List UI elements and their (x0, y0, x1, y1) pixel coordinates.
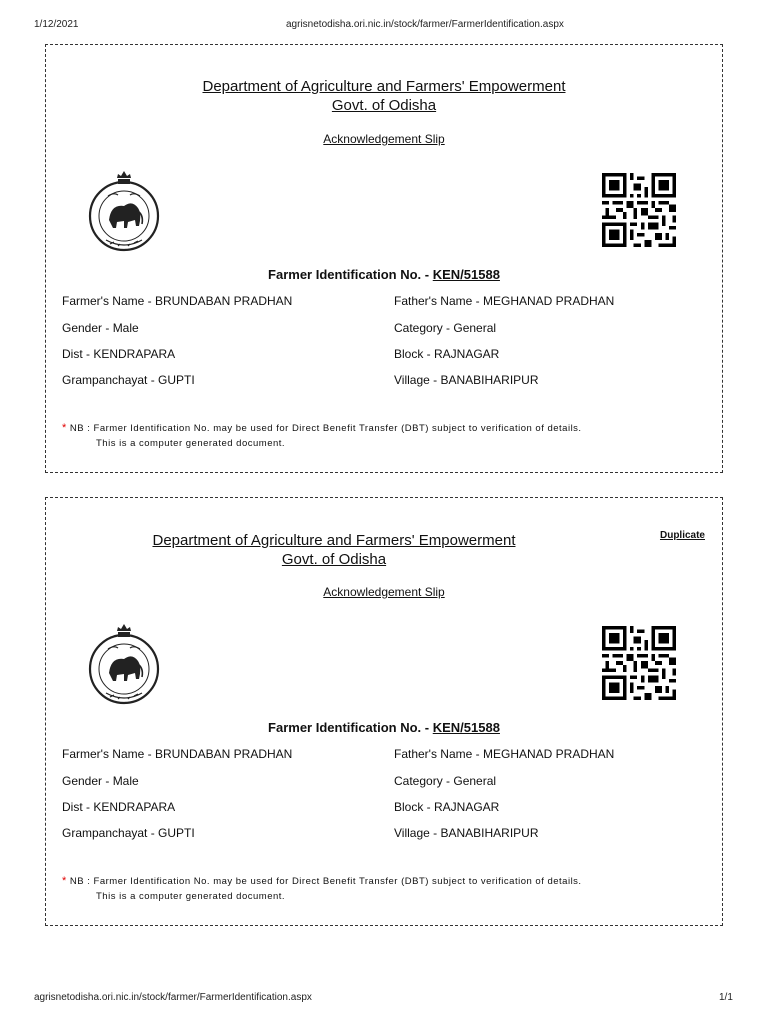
slip-title: Acknowledgement Slip (323, 132, 445, 146)
farmer-id-label: Farmer Identification No. - (268, 267, 430, 282)
fathers-name: Father's Name - MEGHANAD PRADHAN (394, 747, 615, 761)
district: Dist - KENDRAPARA (62, 800, 176, 814)
government-name: Govt. of Odisha (331, 97, 437, 114)
department-name: Department of Agriculture and Farmers' Empowerment (152, 532, 516, 549)
print-url-header: agrisnetodisha.ori.nic.in/stock/farmer/FarmerIdentification.aspx (286, 19, 564, 30)
farmer-id-number: KEN/51588 (432, 720, 500, 735)
grampanchayat: Grampanchayat - GUPTI (62, 826, 195, 840)
government-name: Govt. of Odisha (281, 551, 387, 568)
note-asterisk: * (62, 875, 67, 887)
block: Block - RAJNAGAR (394, 347, 500, 361)
village: Village - BANABIHARIPUR (394, 373, 539, 387)
page-number: 1/1 (719, 992, 733, 1003)
block: Block - RAJNAGAR (394, 800, 500, 814)
gender: Gender - Male (62, 774, 139, 788)
department-heading (46, 77, 722, 115)
dbt-note (62, 421, 582, 451)
print-url-footer: agrisnetodisha.ori.nic.in/stock/farmer/FarmerIdentification.aspx (34, 992, 312, 1003)
village: Village - BANABIHARIPUR (394, 826, 539, 840)
farmers-name: Farmer's Name - BRUNDABAN PRADHAN (62, 294, 293, 308)
department-name: Department of Agriculture and Farmers' Empowerment (202, 78, 566, 95)
note-line-2: This is a computer generated document. (96, 891, 286, 902)
gender: Gender - Male (62, 321, 139, 335)
qr-code-icon (602, 172, 676, 248)
farmer-id-line (46, 267, 722, 282)
farmer-id-number: KEN/51588 (432, 267, 500, 282)
print-date: 1/12/2021 (34, 19, 79, 30)
department-heading (0, 531, 672, 569)
acknowledgement-slip-duplicate (45, 497, 723, 926)
farmers-name: Farmer's Name - BRUNDABAN PRADHAN (62, 747, 293, 761)
duplicate-label: Duplicate (659, 530, 705, 541)
category: Category - General (394, 321, 497, 335)
odisha-state-emblem-icon (84, 623, 164, 707)
grampanchayat: Grampanchayat - GUPTI (62, 373, 195, 387)
note-line-1: NB : Farmer Identification No. may be used for Direct Benefit Transfer (DBT) subject to verification of details. (69, 876, 582, 887)
note-asterisk: * (62, 422, 67, 434)
farmer-id-line (46, 720, 722, 735)
category: Category - General (394, 774, 497, 788)
slip-title: Acknowledgement Slip (323, 585, 445, 599)
odisha-state-emblem-icon (84, 170, 164, 254)
qr-code-icon (602, 625, 676, 701)
fathers-name: Father's Name - MEGHANAD PRADHAN (394, 294, 615, 308)
note-line-2: This is a computer generated document. (96, 438, 286, 449)
acknowledgement-slip-original (45, 44, 723, 473)
dbt-note (62, 874, 582, 904)
district: Dist - KENDRAPARA (62, 347, 176, 361)
farmer-id-label: Farmer Identification No. - (268, 720, 430, 735)
note-line-1: NB : Farmer Identification No. may be used for Direct Benefit Transfer (DBT) subject to verification of details. (69, 423, 582, 434)
